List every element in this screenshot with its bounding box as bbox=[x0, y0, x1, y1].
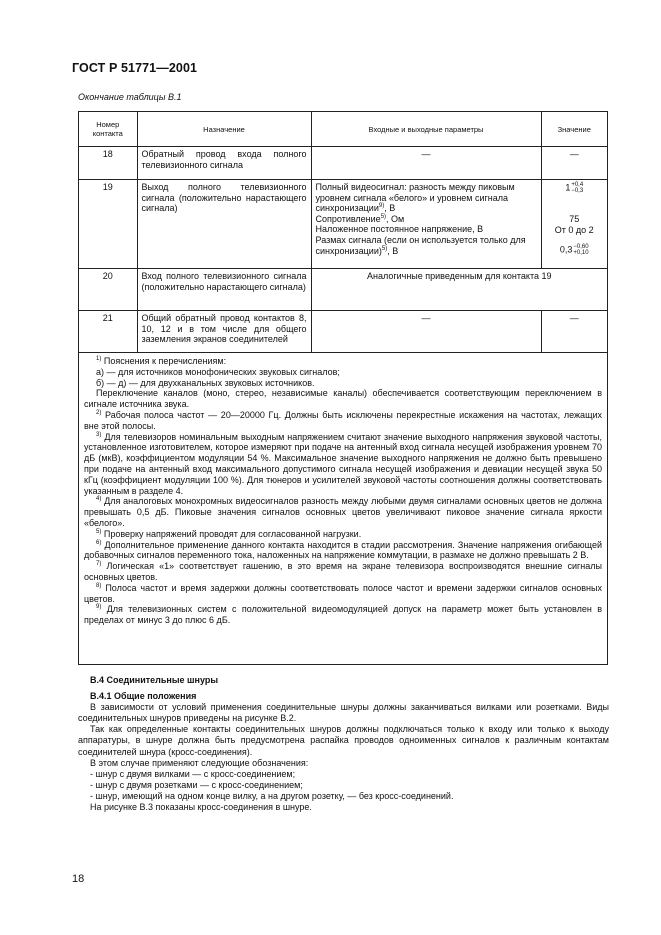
param-unit: , Ом bbox=[386, 213, 405, 224]
list-item: - шнур, имеющий на одном конце вилку, а на другом розетку, — без кросс-соединений. bbox=[90, 790, 454, 801]
footnote-5: $^{5)}$ Проверку напряжений проводят для согласованной нагрузки. bbox=[96, 528, 362, 539]
cell-purpose: Выход полного телевизионного сигнала (положительно нарастающего сигнала) bbox=[137, 180, 311, 269]
footnote-7: $^{7)}$ Логическая «1» соответствует гашению, в это время на экране телевизора воспроизводятся внешние сигналы основных цветов. bbox=[84, 561, 602, 582]
param-sync-amplitude: Размах сигнала (если он используется только для синхронизации) bbox=[315, 234, 526, 256]
cell-value bbox=[541, 180, 607, 269]
footnote-1b: б) — д) — для двухканальных звуковых источников. bbox=[96, 377, 315, 388]
col-header-purpose: Назначение bbox=[137, 112, 311, 147]
param-unit: , В bbox=[384, 203, 396, 214]
table-row bbox=[79, 147, 607, 180]
cell-number: 20 bbox=[79, 269, 137, 311]
value-resistance: 75 bbox=[569, 214, 580, 224]
paragraph: На рисунке В.3 показаны кросс-соединения в шнуре. bbox=[90, 802, 312, 813]
value-dc-voltage: От 0 до 2 bbox=[554, 224, 594, 235]
cell-value: — bbox=[541, 311, 607, 353]
document-header: ГОСТ Р 51771—2001 bbox=[72, 61, 198, 75]
footnote-ref: 5) bbox=[381, 245, 388, 252]
col-header-number: Номер контакта bbox=[79, 112, 137, 147]
footnote-1c: Переключение каналов (моно, стерео, независимые каналы) обеспечивается соответствующим переключением в сигнале источника звука. bbox=[84, 388, 602, 410]
param-unit: , В bbox=[387, 245, 399, 256]
footnote-8: $^{8)}$ Полоса частот и время задержки должны соответствовать полосе частот и времени задержки сигналов основных цветов. bbox=[84, 582, 602, 604]
table-caption: Окончание таблицы В.1 bbox=[78, 92, 182, 102]
value-video-signal: 1 +0,4 −0,3 bbox=[565, 182, 584, 194]
param-resistance: Сопротивление bbox=[315, 213, 381, 224]
footnote-6: $^{6)}$ Дополнительное применение данного контакта находится в стадии рассмотрения. Значение напряжения огибающей добавочных сигналов переменного тока, наложенных на напряжение коммутации, в размахе не должно превышать 2 В. bbox=[84, 539, 602, 561]
cell-params: Аналогичные приведенным для контакта 19 bbox=[311, 269, 607, 311]
paragraph: Так как определенные контакты соединительных шнуров должны подключаться только к входу или только к выходу аппаратуры, в шнуре должна быть предусмотрена распайка проводов одноименных сигналов к различным контактам соединителей шнура (кросс-соединения). bbox=[78, 724, 609, 757]
table-row bbox=[79, 269, 607, 311]
page-number: 18 bbox=[72, 873, 85, 885]
cell-number: 18 bbox=[79, 147, 137, 180]
footnote-1: $^{1)}$ Пояснения к перечислениям: bbox=[96, 356, 227, 366]
table-row bbox=[79, 311, 607, 353]
cell-purpose: Вход полного телевизионного сигнала (положительно нарастающего сигнала) bbox=[137, 269, 311, 311]
contacts-table bbox=[79, 112, 607, 353]
body-text bbox=[78, 675, 609, 813]
list-item: - шнур с двумя розетками — с кросс-соединением; bbox=[90, 779, 303, 790]
table-row bbox=[79, 180, 607, 269]
cell-value: — bbox=[541, 147, 607, 180]
col-header-value: Значение bbox=[541, 112, 607, 147]
footnote-3: $^{3)}$ Для телевизоров номинальным выходным напряжением считают значение выходного напряжения звуковой частоты, установленное изготовителем, которое измеряют при подаче на антенный вход сигнала несущей изображения уровнем 70 дБ (мкВ), коэффициентом модуляции 54 %. Максимальное значение выходного напряжения не должно быть превышено при подаче на антенный вход максимального допустимого сигнала несущей изображения и девиации несущей звука 50 кГц (коэффициент модуляции 100 %). Для тюнеров и усилителей звуковой частоты соотношения должны соответствовать указанным в разделе 4. bbox=[84, 431, 602, 496]
cell-number: 19 bbox=[79, 180, 137, 269]
footnote-9: $^{9)}$ Для телевизионных систем с положительной видеомодуляцией допуск на параметр может быть установлен в пределах от минус 3 до плюс 6 дБ. bbox=[84, 604, 602, 626]
table-footnotes bbox=[79, 353, 607, 626]
section-heading: В.4 Соединительные шнуры bbox=[90, 675, 219, 685]
param-video-signal: Полный видеосигнал: разность между пиковым уровнем сигнала «белого» и уровнем сигнала синхронизации bbox=[315, 182, 515, 214]
footnote-ref: 5) bbox=[380, 213, 387, 220]
footnote-ref: 9) bbox=[378, 203, 385, 210]
list-item: - шнур с двумя вилками — с кросс-соединением; bbox=[90, 768, 296, 779]
cell-purpose: Обратный провод входа полного телевизионного сигнала bbox=[137, 147, 311, 180]
col-header-params: Входные и выходные параметры bbox=[311, 112, 541, 147]
cell-number: 21 bbox=[79, 311, 137, 353]
subsection-heading: В.4.1 Общие положения bbox=[90, 691, 197, 702]
cell-purpose: Общий обратный провод контактов 8, 10, 12 и в том числе для общего заземления экранов соединителей bbox=[137, 311, 311, 353]
param-dc-voltage: Наложенное постоянное напряжение, В bbox=[315, 224, 484, 235]
value-sync-amplitude: 0,3 −0,60 +0,10 bbox=[559, 244, 589, 257]
footnote-2: $^{2)}$ Рабочая полоса частот — 20—20000 Гц. Должны быть исключены перекрестные искажения на частотах, лежащих вне этой полосы. bbox=[84, 409, 602, 431]
cell-params: — bbox=[311, 147, 541, 180]
cell-params bbox=[311, 180, 541, 269]
paragraph: В этом случае применяют следующие обозначения: bbox=[90, 757, 309, 768]
table-header-row bbox=[79, 112, 607, 147]
cell-params: — bbox=[311, 311, 541, 353]
paragraph: В зависимости от условий применения соединительные шнуры должны заканчиваться вилками или розетками. Виды соединительных шнуров приведены на рисунке В.2. bbox=[78, 702, 609, 724]
footnote-4: $^{4)}$ Для аналоговых монохромных видеосигналов разность между любыми двумя сигналами основных цветов не должна превышать 0,5 дБ. Пиковые значения сигналов основных цветов увеличивают пиковое значение сигнала яркости «белого». bbox=[84, 496, 602, 528]
footnote-1a: а) — для источников монофонических звуковых сигналов; bbox=[96, 366, 340, 377]
table-b1 bbox=[78, 111, 608, 665]
